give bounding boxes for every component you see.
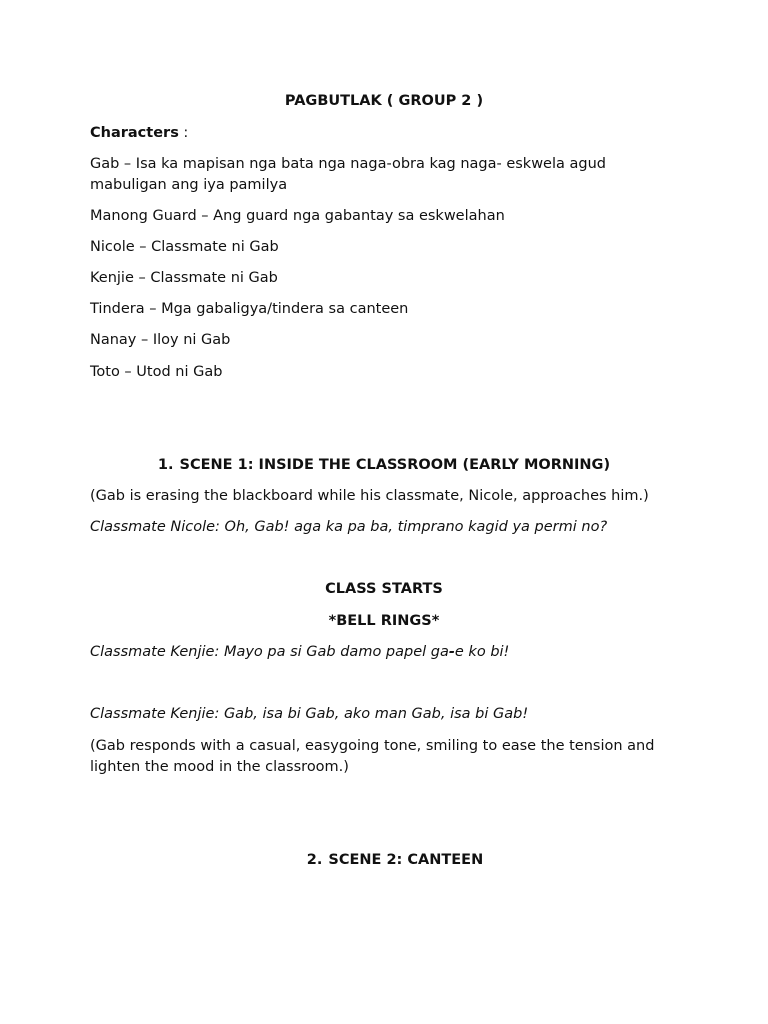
document-title: PAGBUTLAK ( GROUP 2 ): [284, 93, 484, 109]
character-manong-guard: Manong Guard – Ang guard nga gabantay sa eskwelahan: [90, 208, 505, 224]
scene1-title: SCENE 1: INSIDE THE CLASSROOM (EARLY MORNING): [179, 457, 611, 473]
character-tindera: Tindera – Mga gabaligya/tindera sa canteen: [90, 301, 409, 317]
characters-heading-line: [90, 123, 690, 144]
character-nanay: Nanay – Iloy ni Gab: [90, 332, 231, 348]
scene1-number: 1.: [157, 457, 174, 473]
scene1-direction-2: (Gab responds with a casual, easygoing tone, smiling to ease the tension and lighten the mood in the classroom.): [90, 738, 655, 775]
scene2-number: 2.: [306, 852, 323, 868]
dialogue-kenjie-1-part1: Classmate Kenjie: Mayo pa si Gab damo papel ga: [90, 644, 449, 660]
character-kenjie: Kenjie – Classmate ni Gab: [90, 270, 278, 286]
scene1-direction: (Gab is erasing the blackboard while his classmate, Nicole, approaches him.): [90, 488, 649, 504]
class-starts-heading: CLASS STARTS: [325, 581, 443, 597]
scene1-heading: [0, 455, 768, 476]
character-nicole: Nicole – Classmate ni Gab: [90, 239, 279, 255]
character-toto: Toto – Utod ni Gab: [90, 364, 223, 380]
dialogue-kenjie-1-dash: -: [448, 644, 455, 660]
dialogue-kenjie-2: Classmate Kenjie: Gab, isa bi Gab, ako man Gab, isa bi Gab!: [90, 706, 529, 722]
characters-heading: Characters: [90, 125, 179, 141]
characters-colon: :: [178, 125, 189, 141]
dialogue-nicole: Classmate Nicole: Oh, Gab! aga ka pa ba, timprano kagid ya permi no?: [90, 519, 608, 535]
dialogue-kenjie-1: [90, 642, 690, 663]
character-gab: Gab – Isa ka mapisan nga bata nga naga-obra kag naga- eskwela agud mabuligan ang iya pamilya: [90, 156, 606, 193]
scene2-heading: [0, 850, 768, 871]
bell-rings-heading: *BELL RINGS*: [328, 613, 440, 629]
dialogue-kenjie-1-part2: e ko bi!: [454, 644, 510, 660]
scene2-title: SCENE 2: CANTEEN: [328, 852, 484, 868]
